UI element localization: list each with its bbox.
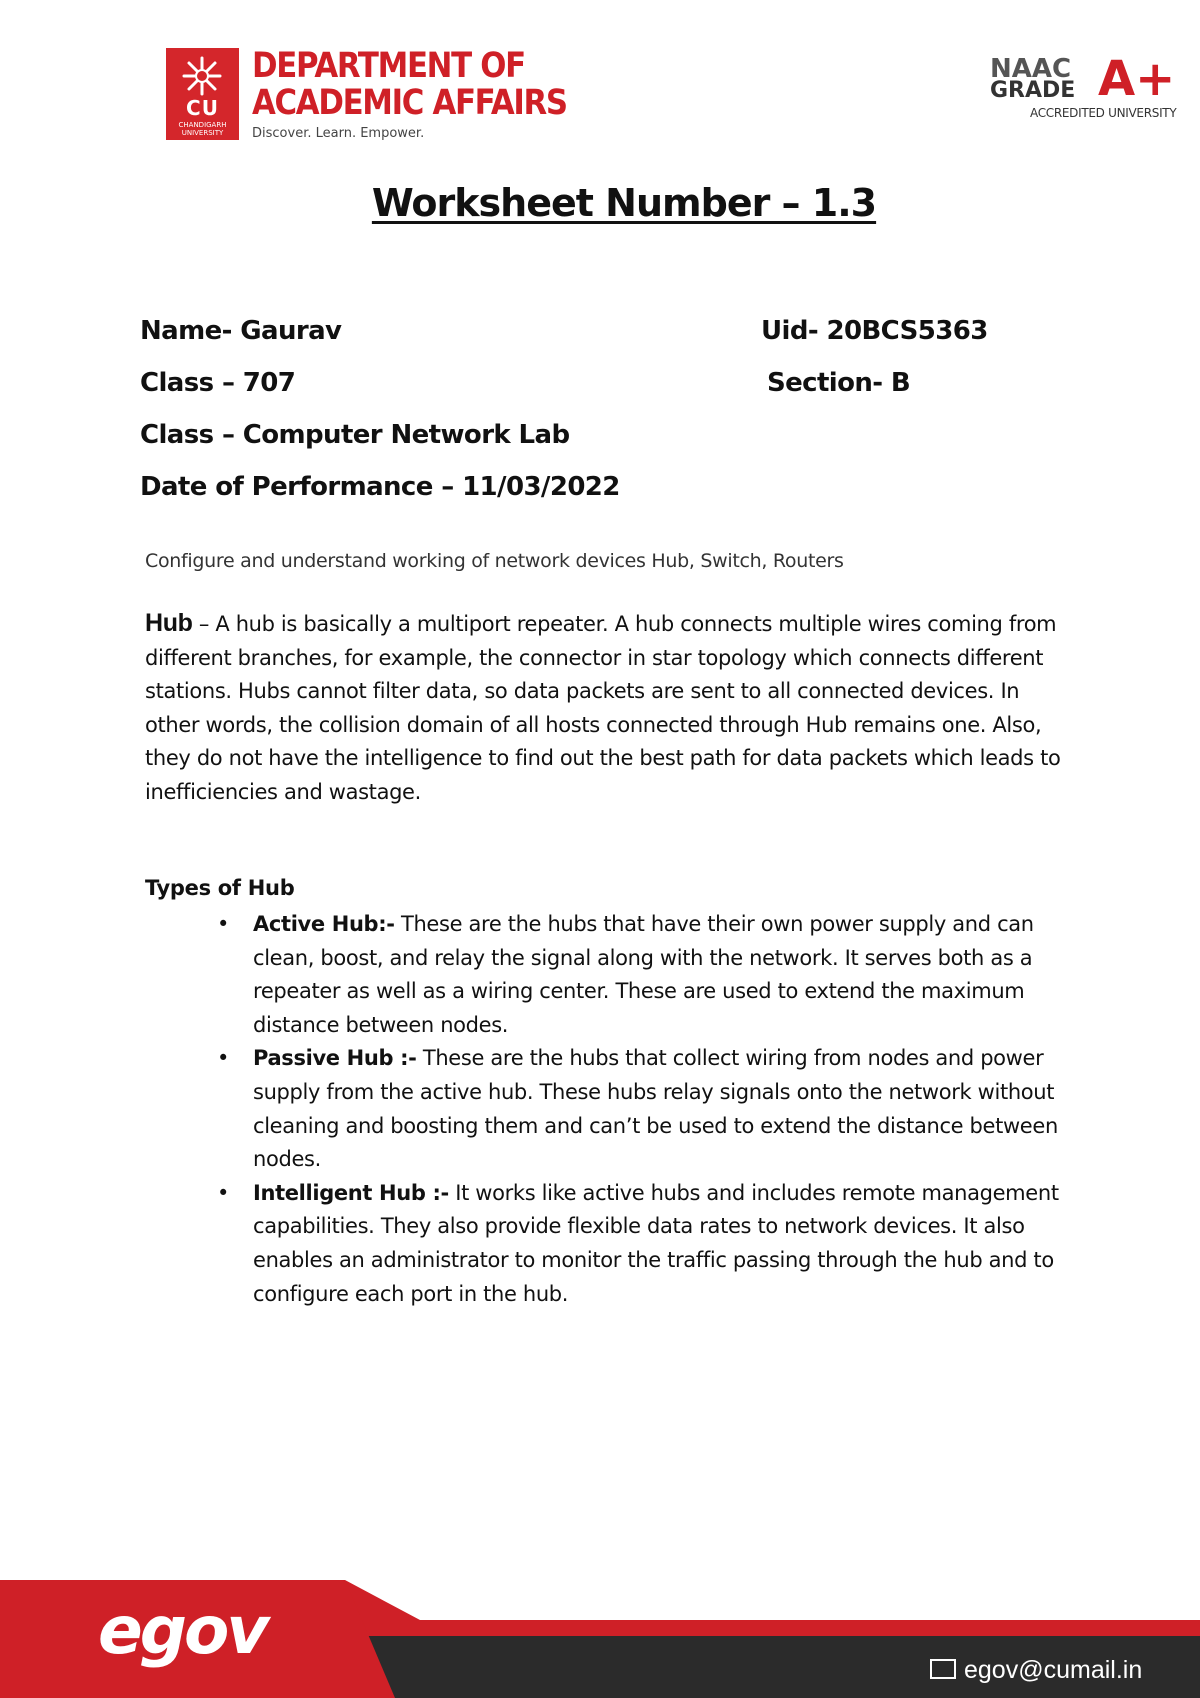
list-item: [205, 1042, 1065, 1176]
naac-grade: A+: [1098, 51, 1176, 107]
tagline: [252, 126, 424, 141]
type-text: These are the hubs that collect wiring from nodes and power supply from the active hub. These hubs relay signals onto the network without cleaning and boosting them and can’t be used to extend the distance between nodes.: [253, 1046, 1058, 1172]
class-subject: Class – Computer Network Lab: [140, 420, 570, 450]
department-title: [252, 48, 567, 122]
hub-description: – A hub is basically a multiport repeater. A hub connects multiple wires coming from different branches, for example, the connector in star topology which connects different stations. Hubs cannot filter data, so data packets are sent to all connected devices. In other words, the collision domain of all hosts connected through Hub remains one. Also, they do not have the intelligence to find out the best path for data packets which leads to inefficiencies and wastage.: [145, 612, 1061, 804]
tagline-text: Discover. Learn. Empower.: [252, 126, 425, 141]
type-term: Active Hub:-: [253, 912, 395, 936]
bullet-icon: •: [217, 912, 230, 936]
list-item: [205, 908, 1065, 1042]
department-line-2: ACADEMIC AFFAIRS: [252, 83, 567, 123]
list-item: [205, 1177, 1065, 1311]
class-number: Class – 707: [140, 368, 296, 398]
cu-logo-mark: CU: [186, 96, 219, 120]
student-uid: Uid- 20BCS5363: [761, 316, 988, 346]
topic-line: Configure and understand working of network devices Hub, Switch, Routers: [145, 550, 844, 572]
hub-paragraph: [145, 608, 1065, 809]
cu-logo: [166, 48, 239, 140]
bullet-icon: •: [217, 1180, 230, 1205]
naac-badge: [988, 51, 1178, 124]
envelope-icon: [930, 1659, 956, 1679]
footer-banner: [0, 1580, 1200, 1698]
naac-line-1: NAAC: [990, 54, 1072, 84]
snowflake-emblem-icon: [180, 54, 224, 98]
worksheet-title: Worksheet Number – 1.3: [371, 181, 877, 225]
type-term: Intelligent Hub :-: [253, 1180, 449, 1205]
cu-logo-subtext: CHANDIGARH UNIVERSITY: [178, 121, 227, 137]
naac-line-2: GRADE: [990, 78, 1076, 103]
date-of-performance: Date of Performance – 11/03/2022: [140, 472, 620, 502]
egov-logo: egov: [98, 1592, 267, 1669]
types-heading: Types of Hub: [145, 876, 295, 900]
type-text: It works like active hubs and includes remote management capabilities. They also provide flexible data rates to network devices. It also enables an administrator to monitor the traffic passing through the hub and to configure each port in the hub.: [253, 1180, 1059, 1306]
section: Section- B: [767, 368, 911, 398]
hub-types-list: [205, 908, 1065, 1311]
hub-term: Hub: [145, 609, 193, 637]
department-line-1: DEPARTMENT OF: [252, 46, 525, 86]
student-name: Name- Gaurav: [140, 316, 342, 346]
email-text: egov@cumail.in: [964, 1656, 1143, 1684]
naac-line-3: ACCREDITED UNIVERSITY: [1030, 106, 1177, 120]
footer-email: [930, 1656, 1142, 1685]
type-text: These are the hubs that have their own power supply and can clean, boost, and relay the signal along with the network. It serves both as a repeater as well as a wiring center. These are used to extend the maximum distance between nodes.: [253, 912, 1034, 1037]
type-term: Passive Hub :-: [253, 1046, 417, 1071]
bullet-icon: •: [217, 1046, 230, 1071]
